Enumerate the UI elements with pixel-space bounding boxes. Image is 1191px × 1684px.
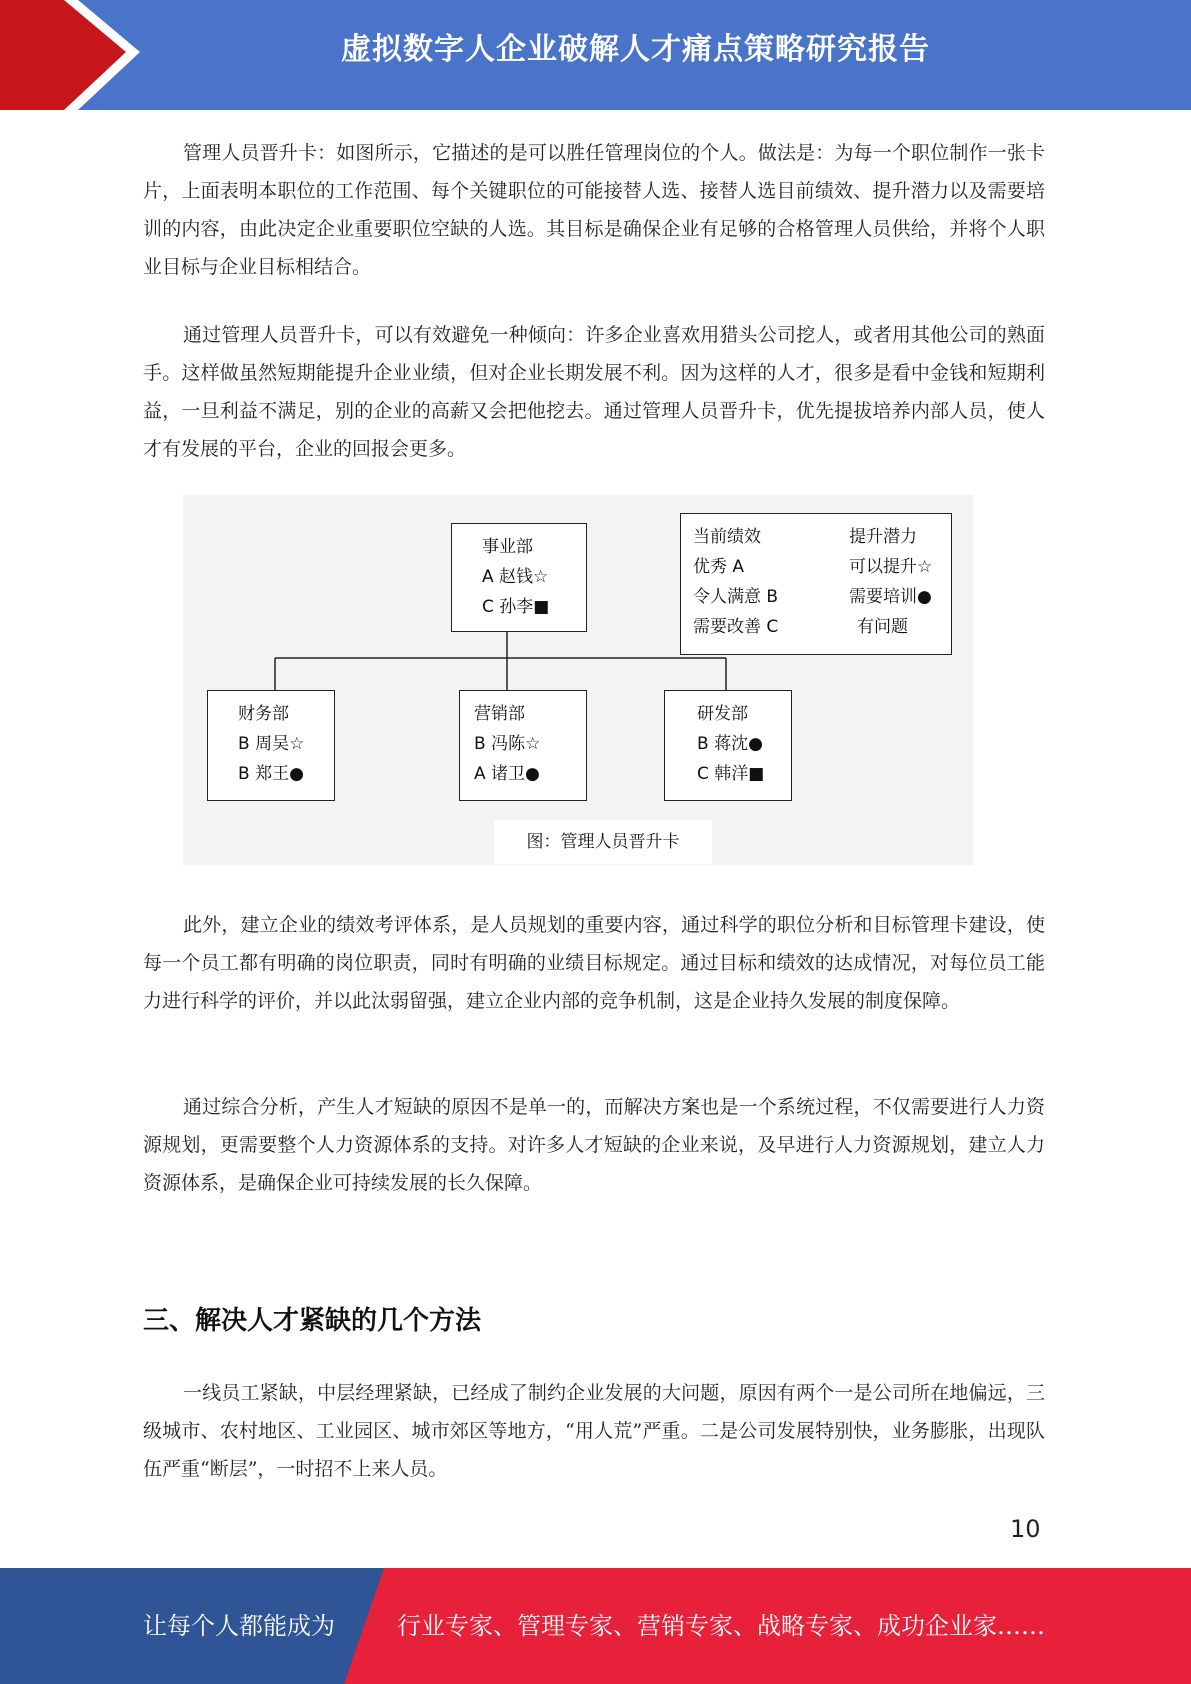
- org-box-line: B 郑王●: [238, 764, 304, 784]
- footer-slogan-right: 行业专家、管理专家、营销专家、战略专家、成功企业家……: [397, 1612, 1045, 1640]
- legend-label: 令人满意 B: [693, 587, 779, 607]
- paragraph-3: 此外，建立企业的绩效考评体系，是人员规划的重要内容，通过科学的职位分析和目标管理卡建设，使每一个员工都有明确的岗位职责，同时有明确的业绩目标规定。通过目标和绩效的达成情况，对每位员工能力进行科学的评价，并以此汰弱留强，建立企业内部的竞争机制，这是企业持久发展的制度保障。: [143, 914, 1045, 1012]
- org-box-business-unit: [451, 523, 587, 632]
- org-box-line: C 韩洋■: [697, 764, 765, 784]
- legend-label: 优秀 A: [693, 557, 745, 577]
- footer-slogan-left: 让每个人都能成为: [143, 1612, 335, 1640]
- paragraph-1: 管理人员晋升卡：如图所示，它描述的是可以胜任管理岗位的个人。做法是：为每一个职位制作一张卡片，上面表明本职位的工作范围、每个关键职位的可能接替人选、接替人选目前绩效、提升潜力以及需要培训的内容，由此决定企业重要职位空缺的人选。其目标是确保企业有足够的合格管理人员供给，并将个人职业目标与企业目标相结合。: [143, 142, 1045, 278]
- legend-box: [680, 513, 952, 655]
- page-header: [0, 0, 1191, 110]
- org-box-finance: [207, 690, 335, 801]
- legend-row: [693, 552, 933, 582]
- org-box-line: B 冯陈☆: [474, 734, 541, 754]
- figure-caption: 图：管理人员晋升卡: [494, 820, 712, 864]
- org-box-title: 营销部: [474, 704, 525, 724]
- legend-label: 需要改善 C: [693, 617, 779, 637]
- org-box-title: 研发部: [697, 704, 748, 724]
- section-heading: 三、解决人才紧缺的几个方法: [143, 1306, 482, 1336]
- legend-label: 需要培训●: [849, 587, 932, 607]
- page-footer: [0, 1568, 1191, 1684]
- legend-row: [693, 522, 917, 552]
- org-box-rnd: [664, 690, 792, 801]
- legend-label: 提升潜力: [849, 527, 917, 547]
- org-box-line: C 孙李■: [482, 597, 550, 617]
- paragraph-2: 通过管理人员晋升卡，可以有效避免一种倾向：许多企业喜欢用猎头公司挖人，或者用其他公司的熟面手。这样做虽然短期能提升企业业绩，但对企业长期发展不利。因为这样的人才，很多是看中金钱和短期利益，一旦利益不满足，别的企业的高薪又会把他挖去。通过管理人员晋升卡，优先提拔培养内部人员，使人才有发展的平台，企业的回报会更多。: [143, 324, 1045, 460]
- org-box-line: B 周吴☆: [238, 734, 305, 754]
- legend-row: [693, 582, 932, 612]
- legend-label: 当前绩效: [693, 527, 761, 547]
- promotion-card-figure: [183, 495, 973, 865]
- org-box-line: A 诸卫●: [474, 764, 540, 784]
- org-box-marketing: [459, 690, 587, 801]
- paragraph-5: 一线员工紧缺，中层经理紧缺，已经成了制约企业发展的大问题，原因有两个一是公司所在地偏远，三级城市、农村地区、工业园区、城市郊区等地方，“用人荒”严重。二是公司发展特别快，业务膨胀，出现队伍严重“断层”，一时招不上来人员。: [143, 1382, 1045, 1480]
- report-title: 虚拟数字人企业破解人才痛点策略研究报告: [341, 32, 930, 67]
- legend-row: [693, 612, 908, 642]
- legend-label: 可以提升☆: [849, 557, 933, 577]
- org-box-line: B 蒋沈●: [697, 734, 763, 754]
- org-box-title: 事业部: [482, 537, 533, 557]
- org-box-line: A 赵钱☆: [482, 567, 549, 587]
- paragraph-4: 通过综合分析，产生人才短缺的原因不是单一的，而解决方案也是一个系统过程，不仅需要进行人力资源规划，更需要整个人力资源体系的支持。对许多人才短缺的企业来说，及早进行人力资源规划，建立人力资源体系，是确保企业可持续发展的长久保障。: [143, 1096, 1045, 1194]
- page-number: 10: [1010, 1515, 1041, 1543]
- org-box-title: 财务部: [238, 704, 289, 724]
- legend-label: 有问题: [857, 617, 908, 637]
